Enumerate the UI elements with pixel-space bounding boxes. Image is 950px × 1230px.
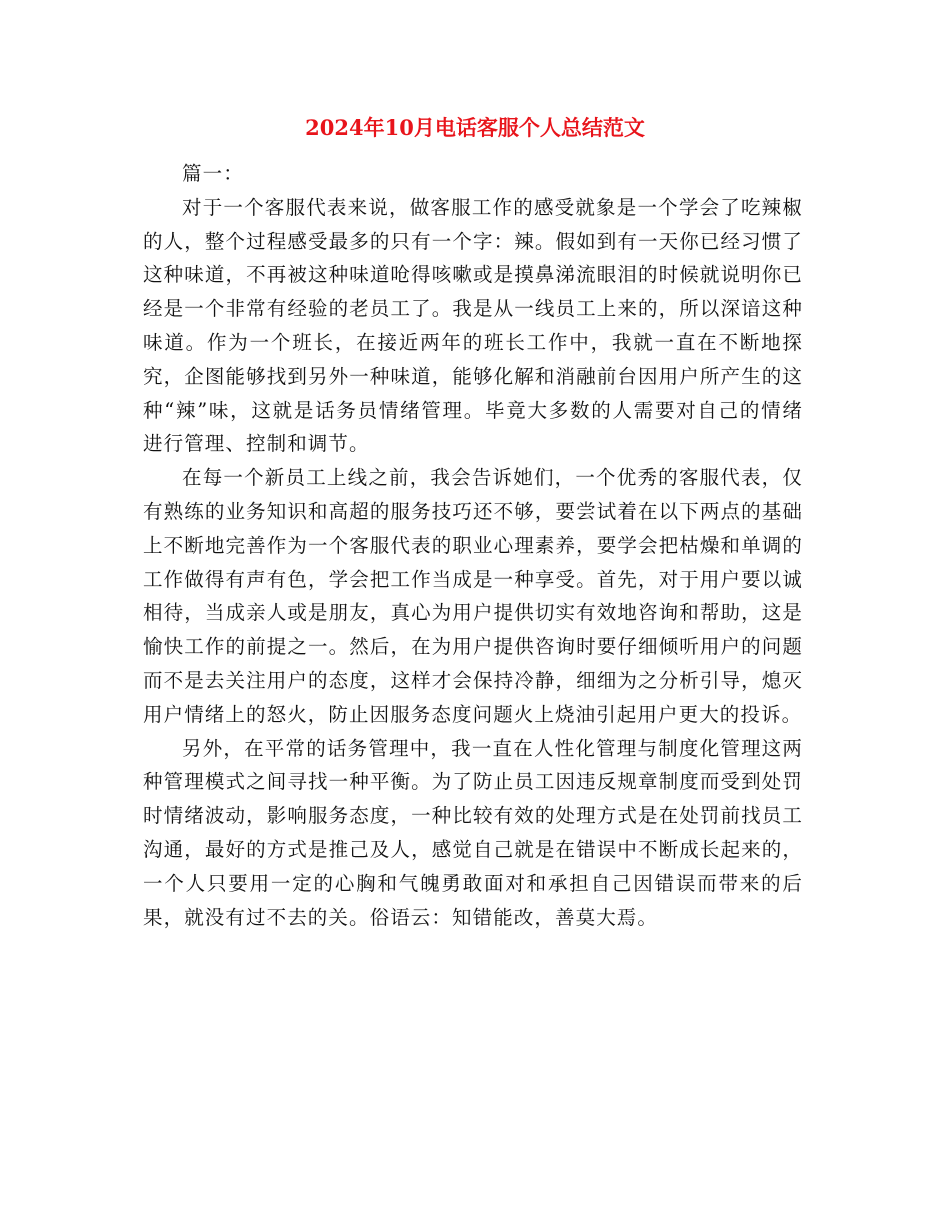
document-body: [143, 157, 803, 934]
paragraph-3: 另外，在平常的话务管理中，我一直在人性化管理与制度化管理这两种管理模式之间寻找一种平衡。为了防止员工因违反规章制度而受到处罚时情绪波动，影响服务态度，一种比较有效的处理方式是在处罚前找员工沟通，最好的方式是推己及人，感觉自己就是在错误中不断成长起来的，一个人只要用一定的心胸和气魄勇敢面对和承担自己因错误而带来的后果，就没有过不去的关。俗语云：知错能改，善莫大焉。: [143, 736, 803, 929]
section-label: 篇一：: [182, 162, 244, 185]
paragraph-2: 在每一个新员工上线之前，我会告诉她们，一个优秀的客服代表，仅有熟练的业务知识和高超的服务技巧还不够，要尝试着在以下两点的基础上不断地完善作为一个客服代表的职业心理素养，要学会把枯燥和单调的工作做得有声有色，学会把工作当成是一种享受。首先，对于用户要以诚相待，当成亲人或是朋友，真心为用户提供切实有效地咨询和帮助，这是愉快工作的前提之一。然后，在为用户提供咨询时要仔细倾听用户的问题而不是去关注用户的态度，这样才会保持冷静，细细为之分析引导，熄灭用户情绪上的怒火，防止因服务态度问题火上烧油引起用户更大的投诉。: [143, 466, 803, 726]
document-title: 2024年10月电话客服个人总结范文: [305, 115, 645, 140]
paragraph-1: 对于一个客服代表来说，做客服工作的感受就象是一个学会了吃辣椒的人，整个过程感受最多的只有一个字：辣。假如到有一天你已经习惯了这种味道，不再被这种味道呛得咳嗽或是摸鼻涕流眼泪的时候就说明你已经是一个非常有经验的老员工了。我是从一线员工上来的，所以深谙这种味道。作为一个班长，在接近两年的班长工作中，我就一直在不断地探究，企图能够找到另外一种味道，能够化解和消融前台因用户所产生的这种“辣”味，这就是话务员情绪管理。毕竟大多数的人需要对自己的情绪进行管理、控制和调节。: [143, 195, 803, 456]
